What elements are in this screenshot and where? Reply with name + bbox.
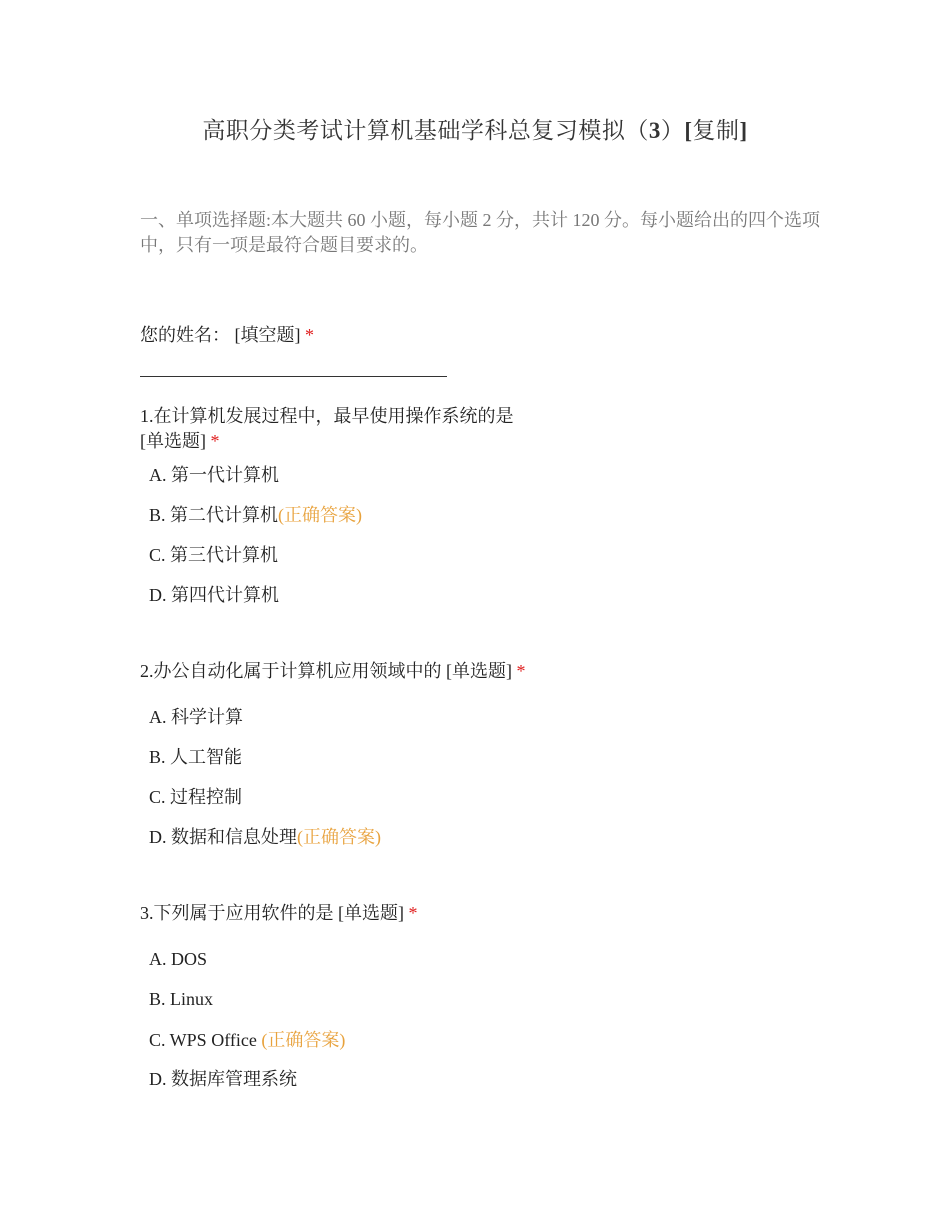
required-star: * <box>408 903 418 923</box>
title-copy-tag: 复制 <box>692 118 740 143</box>
question-2-option-b[interactable]: B. 人工智能 <box>149 747 243 767</box>
question-1-option-b[interactable] <box>149 503 362 527</box>
required-star: * <box>305 325 314 345</box>
option-label: C. WPS Office <box>149 1030 257 1050</box>
question-3-text: 3.下列属于应用软件的是 <box>140 903 334 923</box>
title-number: 3 <box>648 118 661 143</box>
question-2-option-d[interactable] <box>149 825 381 849</box>
option-label: D. 数据和信息处理 <box>149 827 297 847</box>
question-3-option-c[interactable] <box>149 1028 345 1052</box>
page-title <box>0 112 950 145</box>
correct-answer-marker: (正确答案) <box>297 827 381 847</box>
title-copy-open: [ <box>684 118 693 143</box>
question-1-option-d[interactable]: D. 第四代计算机 <box>149 585 279 605</box>
question-2-type: [单选题] <box>446 661 512 681</box>
question-1-option-a[interactable]: A. 第一代计算机 <box>149 465 279 485</box>
question-3-option-b[interactable]: B. Linux <box>149 989 214 1009</box>
title-main: 高职分类考试计算机基础学科总复习模拟（ <box>202 118 649 143</box>
question-1 <box>140 404 560 454</box>
title-close-paren: ） <box>660 118 685 143</box>
name-question <box>140 323 314 348</box>
name-question-label: 您的姓名： <box>140 325 230 345</box>
question-3 <box>140 901 418 926</box>
question-1-option-c[interactable]: C. 第三代计算机 <box>149 545 279 565</box>
question-3-type: [单选题] <box>338 903 404 923</box>
option-label: B. 第二代计算机 <box>149 505 279 525</box>
question-2-text: 2.办公自动化属于计算机应用领域中的 <box>140 661 442 681</box>
question-2-option-a[interactable]: A. 科学计算 <box>149 707 243 727</box>
title-copy-close: ] <box>739 118 748 143</box>
section-intro: 一、单项选择题:本大题共 60 小题，每小题 2 分，共计 120 分。每小题给出的四个选项中，只有一项是最符合题目要求的。 <box>140 210 820 255</box>
required-star: * <box>516 661 526 681</box>
question-3-option-a[interactable]: A. DOS <box>149 949 208 969</box>
question-1-text: 1.在计算机发展过程中，最早使用操作系统的是 <box>140 406 514 426</box>
question-2 <box>140 659 526 684</box>
correct-answer-marker: (正确答案) <box>278 505 363 525</box>
name-answer-line[interactable] <box>140 376 447 377</box>
question-2-option-c[interactable]: C. 过程控制 <box>149 787 243 807</box>
required-star: * <box>210 431 220 451</box>
question-3-option-d[interactable]: D. 数据库管理系统 <box>149 1069 297 1089</box>
name-question-type: [填空题] <box>234 325 301 345</box>
question-1-type: [单选题] <box>140 431 206 451</box>
correct-answer-marker: (正确答案) <box>261 1030 346 1050</box>
